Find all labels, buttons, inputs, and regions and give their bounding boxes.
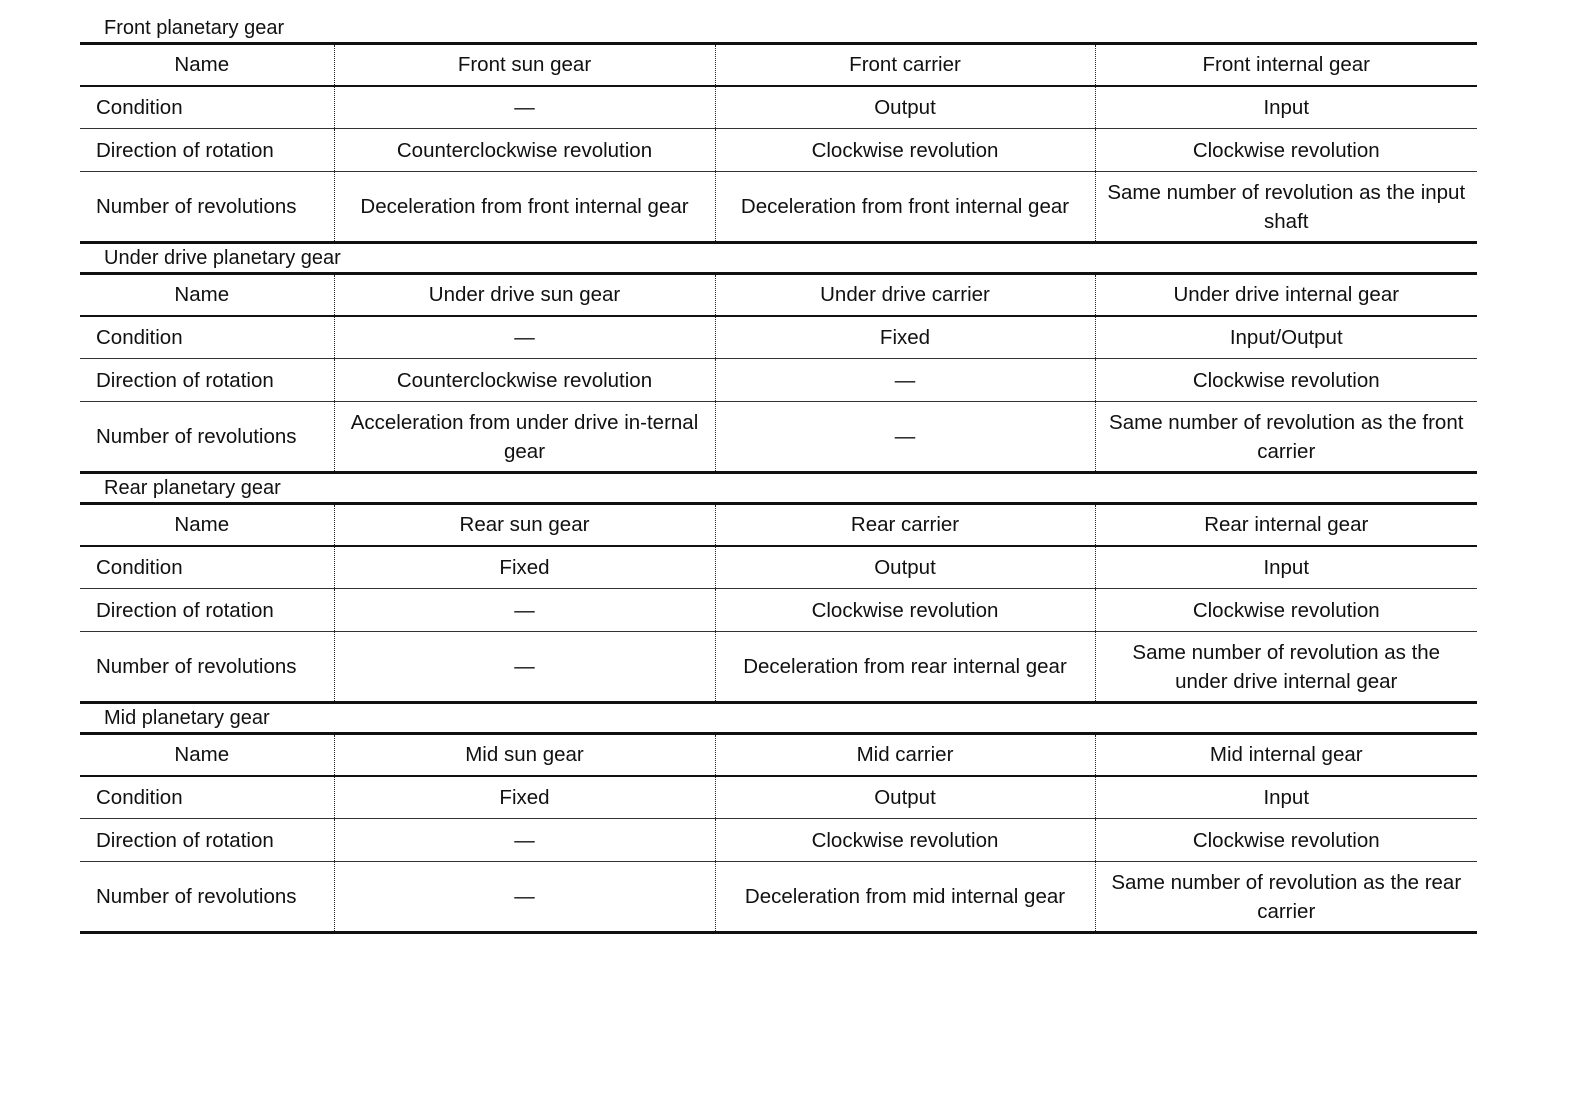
header-internal-gear: Front internal gear <box>1095 44 1477 86</box>
cell-internal-gear-revolutions: Same number of revolution as the input shaft <box>1095 172 1477 243</box>
table-row-condition <box>80 546 1477 589</box>
cell-carrier-revolutions: Deceleration from mid internal gear <box>715 862 1095 933</box>
row-label-name: Name <box>80 734 334 776</box>
cell-carrier-direction: Clockwise revolution <box>715 129 1095 172</box>
header-carrier: Mid carrier <box>715 734 1095 776</box>
table-row-name <box>80 44 1477 86</box>
cell-carrier-direction: — <box>715 359 1095 402</box>
header-internal-gear: Under drive internal gear <box>1095 274 1477 316</box>
header-internal-gear: Rear internal gear <box>1095 504 1477 546</box>
cell-internal-gear-condition: Input <box>1095 776 1477 819</box>
table-row-name <box>80 274 1477 316</box>
header-carrier: Under drive carrier <box>715 274 1095 316</box>
row-label-direction: Direction of rotation <box>80 819 334 862</box>
cell-internal-gear-direction: Clockwise revolution <box>1095 819 1477 862</box>
header-sun-gear: Front sun gear <box>334 44 715 86</box>
header-internal-gear: Mid internal gear <box>1095 734 1477 776</box>
cell-carrier-revolutions: Deceleration from rear internal gear <box>715 632 1095 703</box>
row-label-revolutions: Number of revolutions <box>80 862 334 933</box>
table-row-name <box>80 734 1477 776</box>
cell-carrier-condition: Output <box>715 546 1095 589</box>
cell-internal-gear-direction: Clockwise revolution <box>1095 129 1477 172</box>
cell-sun-gear-direction: — <box>334 819 715 862</box>
cell-carrier-direction: Clockwise revolution <box>715 819 1095 862</box>
header-carrier: Front carrier <box>715 44 1095 86</box>
front-planetary-gear-table <box>80 42 1477 244</box>
table-row-condition <box>80 776 1477 819</box>
table-row-direction <box>80 819 1477 862</box>
section-title-front: Front planetary gear <box>104 17 285 39</box>
cell-internal-gear-condition: Input <box>1095 546 1477 589</box>
header-sun-gear: Rear sun gear <box>334 504 715 546</box>
rear-planetary-gear-table <box>80 502 1477 704</box>
cell-sun-gear-revolutions: — <box>334 632 715 703</box>
cell-sun-gear-direction: — <box>334 589 715 632</box>
cell-carrier-revolutions: Deceleration from front internal gear <box>715 172 1095 243</box>
row-label-direction: Direction of rotation <box>80 129 334 172</box>
cell-sun-gear-condition: Fixed <box>334 776 715 819</box>
table-row-direction <box>80 129 1477 172</box>
cell-internal-gear-revolutions: Same number of revolution as the front carrier <box>1095 402 1477 473</box>
cell-carrier-condition: Output <box>715 776 1095 819</box>
section-title-under-drive: Under drive planetary gear <box>104 247 341 269</box>
section-title-mid: Mid planetary gear <box>104 707 270 729</box>
cell-internal-gear-condition: Input/Output <box>1095 316 1477 359</box>
table-row-direction <box>80 589 1477 632</box>
cell-sun-gear-condition: Fixed <box>334 546 715 589</box>
row-label-revolutions: Number of revolutions <box>80 172 334 243</box>
cell-carrier-condition: Fixed <box>715 316 1095 359</box>
table-row-revolutions <box>80 172 1477 243</box>
row-label-direction: Direction of rotation <box>80 589 334 632</box>
gear-tables-page <box>80 14 1477 934</box>
cell-sun-gear-revolutions: Deceleration from front internal gear <box>334 172 715 243</box>
table-row-condition <box>80 86 1477 129</box>
row-label-condition: Condition <box>80 86 334 129</box>
header-sun-gear: Under drive sun gear <box>334 274 715 316</box>
cell-sun-gear-direction: Counterclockwise revolution <box>334 129 715 172</box>
header-sun-gear: Mid sun gear <box>334 734 715 776</box>
cell-carrier-revolutions: — <box>715 402 1095 473</box>
cell-internal-gear-revolutions: Same number of revolution as the rear carrier <box>1095 862 1477 933</box>
row-label-revolutions: Number of revolutions <box>80 402 334 473</box>
cell-sun-gear-condition: — <box>334 316 715 359</box>
cell-sun-gear-revolutions: Acceleration from under drive in-ternal gear <box>334 402 715 473</box>
row-label-name: Name <box>80 504 334 546</box>
table-row-revolutions <box>80 632 1477 703</box>
table-row-revolutions <box>80 862 1477 933</box>
row-label-revolutions: Number of revolutions <box>80 632 334 703</box>
mid-planetary-gear-table <box>80 732 1477 934</box>
cell-carrier-condition: Output <box>715 86 1095 129</box>
table-row-name <box>80 504 1477 546</box>
cell-internal-gear-condition: Input <box>1095 86 1477 129</box>
section-title-rear: Rear planetary gear <box>104 477 281 499</box>
row-label-name: Name <box>80 274 334 316</box>
row-label-direction: Direction of rotation <box>80 359 334 402</box>
cell-internal-gear-direction: Clockwise revolution <box>1095 589 1477 632</box>
cell-sun-gear-revolutions: — <box>334 862 715 933</box>
cell-internal-gear-direction: Clockwise revolution <box>1095 359 1477 402</box>
cell-carrier-direction: Clockwise revolution <box>715 589 1095 632</box>
table-row-condition <box>80 316 1477 359</box>
row-label-name: Name <box>80 44 334 86</box>
row-label-condition: Condition <box>80 316 334 359</box>
header-carrier: Rear carrier <box>715 504 1095 546</box>
cell-sun-gear-direction: Counterclockwise revolution <box>334 359 715 402</box>
cell-sun-gear-condition: — <box>334 86 715 129</box>
cell-internal-gear-revolutions: Same number of revolution as the under drive internal gear <box>1095 632 1477 703</box>
under-drive-planetary-gear-table <box>80 272 1477 474</box>
table-row-direction <box>80 359 1477 402</box>
table-row-revolutions <box>80 402 1477 473</box>
row-label-condition: Condition <box>80 776 334 819</box>
row-label-condition: Condition <box>80 546 334 589</box>
